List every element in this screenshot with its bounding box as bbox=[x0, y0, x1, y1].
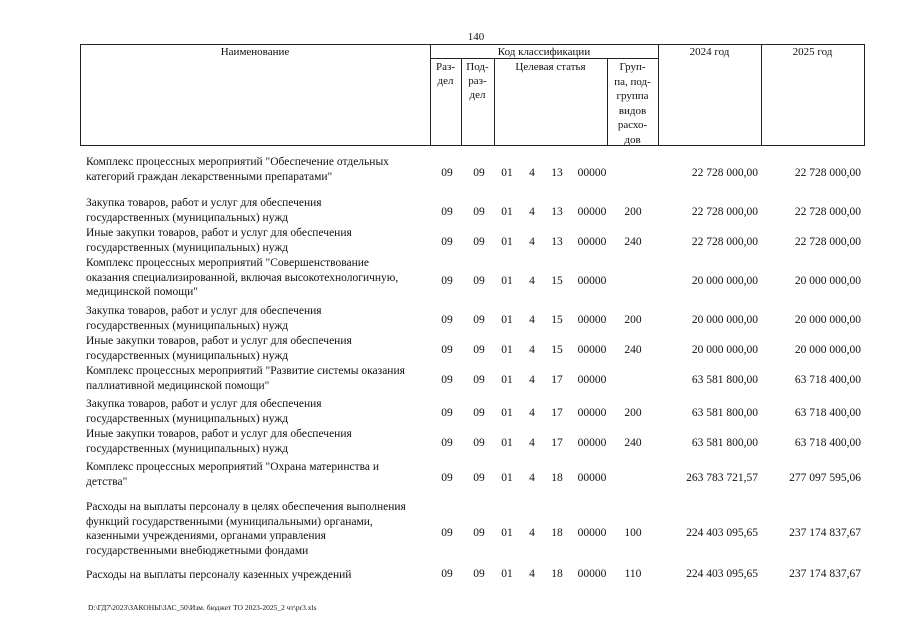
amount-2025-cell: 22 728 000,00 bbox=[794, 167, 861, 179]
target-b-cell: 4 bbox=[529, 527, 535, 539]
target-d-cell: 00000 bbox=[577, 236, 607, 248]
header-name: Наименование bbox=[220, 46, 290, 58]
target-d-cell: 00000 bbox=[577, 527, 607, 539]
target-d-cell: 00000 bbox=[577, 472, 607, 484]
target-d-cell: 00000 bbox=[577, 568, 607, 580]
row-name: Иные закупки товаров, работ и услуг для обеспечения государственных (муниципальных) нужд bbox=[86, 227, 352, 254]
target-b-cell: 4 bbox=[529, 236, 535, 248]
amount-2025-cell: 20 000 000,00 bbox=[794, 314, 861, 326]
target-b-cell: 4 bbox=[529, 374, 535, 386]
target-a-cell: 01 bbox=[501, 472, 513, 484]
expense-group-cell: 240 bbox=[624, 344, 642, 356]
target-d-cell: 00000 bbox=[577, 437, 607, 449]
table-row bbox=[0, 364, 904, 394]
target-b-cell: 4 bbox=[529, 407, 535, 419]
target-b-cell: 4 bbox=[529, 568, 535, 580]
podrazdel-cell: 09 bbox=[473, 437, 485, 449]
table-row bbox=[0, 226, 904, 256]
podrazdel-cell: 09 bbox=[473, 314, 485, 326]
target-c-cell: 17 bbox=[551, 374, 563, 386]
expense-group-cell: 240 bbox=[624, 437, 642, 449]
amount-2024-cell: 22 728 000,00 bbox=[691, 167, 758, 179]
target-b-cell: 4 bbox=[529, 206, 535, 218]
podrazdel-cell: 09 bbox=[473, 206, 485, 218]
target-b-cell: 4 bbox=[529, 275, 535, 287]
razdel-cell: 09 bbox=[441, 568, 453, 580]
target-d-cell: 00000 bbox=[577, 374, 607, 386]
row-name: Комплекс процессных мероприятий "Обеспечение отдельных категорий граждан лекарственными препаратами" bbox=[86, 156, 389, 183]
row-name: Комплекс процессных мероприятий "Охрана материнства и детства" bbox=[86, 461, 380, 488]
razdel-cell: 09 bbox=[441, 314, 453, 326]
amount-2025-cell: 277 097 595,06 bbox=[789, 472, 861, 484]
target-a-cell: 01 bbox=[501, 314, 513, 326]
table-row bbox=[0, 155, 904, 189]
target-b-cell: 4 bbox=[529, 472, 535, 484]
target-a-cell: 01 bbox=[501, 344, 513, 356]
row-name: Комплекс процессных мероприятий "Совершенствование оказания специализированной, включая высокотехнологичную, медицинской помощи" bbox=[86, 257, 399, 298]
razdel-cell: 09 bbox=[441, 167, 453, 179]
target-c-cell: 18 bbox=[551, 527, 563, 539]
amount-2025-cell: 63 718 400,00 bbox=[794, 407, 861, 419]
razdel-cell: 09 bbox=[441, 275, 453, 287]
target-b-cell: 4 bbox=[529, 344, 535, 356]
target-a-cell: 01 bbox=[501, 568, 513, 580]
target-a-cell: 01 bbox=[501, 236, 513, 248]
target-a-cell: 01 bbox=[501, 167, 513, 179]
file-path-footer: D:\ГД7\2023\ЗАКОНЫ\ЗАС_50\Изм. бюджет ТО 2023-2025_2 чт\pr3.xls bbox=[88, 603, 317, 612]
target-c-cell: 18 bbox=[551, 472, 563, 484]
header-year-2024: 2024 год bbox=[689, 46, 730, 58]
target-c-cell: 15 bbox=[551, 344, 563, 356]
expense-group-cell: 100 bbox=[624, 527, 642, 539]
target-a-cell: 01 bbox=[501, 275, 513, 287]
target-a-cell: 01 bbox=[501, 527, 513, 539]
amount-2024-cell: 22 728 000,00 bbox=[691, 206, 758, 218]
target-c-cell: 13 bbox=[551, 206, 563, 218]
target-c-cell: 18 bbox=[551, 568, 563, 580]
amount-2024-cell: 20 000 000,00 bbox=[691, 344, 758, 356]
razdel-cell: 09 bbox=[441, 344, 453, 356]
razdel-cell: 09 bbox=[441, 472, 453, 484]
header-podrazdel: Под- раз- дел bbox=[466, 61, 489, 101]
table-row bbox=[0, 397, 904, 427]
target-c-cell: 17 bbox=[551, 437, 563, 449]
target-b-cell: 4 bbox=[529, 314, 535, 326]
amount-2025-cell: 20 000 000,00 bbox=[794, 275, 861, 287]
amount-2024-cell: 63 581 800,00 bbox=[691, 374, 758, 386]
header-code-group: Код классификации bbox=[497, 46, 591, 58]
amount-2025-cell: 237 174 837,67 bbox=[789, 568, 861, 580]
podrazdel-cell: 09 bbox=[473, 167, 485, 179]
amount-2024-cell: 224 403 095,65 bbox=[686, 527, 758, 539]
target-d-cell: 00000 bbox=[577, 407, 607, 419]
podrazdel-cell: 09 bbox=[473, 527, 485, 539]
header-expense-group: Груп- па, под- группа видов расхо- дов bbox=[614, 61, 651, 146]
podrazdel-cell: 09 bbox=[473, 374, 485, 386]
expense-group-cell: 110 bbox=[624, 568, 642, 580]
amount-2024-cell: 63 581 800,00 bbox=[691, 437, 758, 449]
table-row bbox=[0, 460, 904, 494]
target-b-cell: 4 bbox=[529, 437, 535, 449]
header-year-2025: 2025 год bbox=[792, 46, 833, 58]
row-name: Комплекс процессных мероприятий "Развитие системы оказания паллиативной медицинской помощи" bbox=[86, 365, 405, 392]
amount-2025-cell: 22 728 000,00 bbox=[794, 206, 861, 218]
target-d-cell: 00000 bbox=[577, 206, 607, 218]
podrazdel-cell: 09 bbox=[473, 407, 485, 419]
amount-2024-cell: 224 403 095,65 bbox=[686, 568, 758, 580]
amount-2025-cell: 63 718 400,00 bbox=[794, 437, 861, 449]
amount-2025-cell: 22 728 000,00 bbox=[794, 236, 861, 248]
target-b-cell: 4 bbox=[529, 167, 535, 179]
header-target-article: Целевая статья bbox=[515, 61, 586, 73]
expense-group-cell: 200 bbox=[624, 206, 642, 218]
podrazdel-cell: 09 bbox=[473, 472, 485, 484]
table-row bbox=[0, 256, 904, 304]
podrazdel-cell: 09 bbox=[473, 344, 485, 356]
amount-2024-cell: 22 728 000,00 bbox=[691, 236, 758, 248]
target-a-cell: 01 bbox=[501, 374, 513, 386]
header-razdel: Раз- дел bbox=[435, 61, 455, 87]
razdel-cell: 09 bbox=[441, 374, 453, 386]
podrazdel-cell: 09 bbox=[473, 275, 485, 287]
target-c-cell: 15 bbox=[551, 275, 563, 287]
row-name: Закупка товаров, работ и услуг для обеспечения государственных (муниципальных) нужд bbox=[86, 197, 322, 224]
target-d-cell: 00000 bbox=[577, 167, 607, 179]
row-name: Закупка товаров, работ и услуг для обеспечения государственных (муниципальных) нужд bbox=[86, 398, 322, 425]
table-row bbox=[0, 427, 904, 457]
podrazdel-cell: 09 bbox=[473, 236, 485, 248]
row-name: Расходы на выплаты персоналу казенных учреждений bbox=[86, 569, 352, 581]
target-c-cell: 15 bbox=[551, 314, 563, 326]
target-a-cell: 01 bbox=[501, 407, 513, 419]
expense-group-cell: 200 bbox=[624, 314, 642, 326]
amount-2024-cell: 263 783 721,57 bbox=[686, 472, 758, 484]
amount-2024-cell: 20 000 000,00 bbox=[691, 275, 758, 287]
razdel-cell: 09 bbox=[441, 236, 453, 248]
target-d-cell: 00000 bbox=[577, 275, 607, 287]
target-d-cell: 00000 bbox=[577, 314, 607, 326]
amount-2024-cell: 63 581 800,00 bbox=[691, 407, 758, 419]
expense-group-cell: 240 bbox=[624, 236, 642, 248]
podrazdel-cell: 09 bbox=[473, 568, 485, 580]
amount-2025-cell: 20 000 000,00 bbox=[794, 344, 861, 356]
razdel-cell: 09 bbox=[441, 437, 453, 449]
amount-2025-cell: 63 718 400,00 bbox=[794, 374, 861, 386]
table-row bbox=[0, 334, 904, 364]
amount-2024-cell: 20 000 000,00 bbox=[691, 314, 758, 326]
row-name: Закупка товаров, работ и услуг для обеспечения государственных (муниципальных) нужд bbox=[86, 305, 322, 332]
row-name: Расходы на выплаты персоналу в целях обеспечения выполнения функций государственными (муниципальными) органами, казенными учреждениями, органами управления государственными внебюджетными фондами bbox=[86, 501, 406, 557]
amount-2025-cell: 237 174 837,67 bbox=[789, 527, 861, 539]
target-c-cell: 17 bbox=[551, 407, 563, 419]
row-name: Иные закупки товаров, работ и услуг для обеспечения государственных (муниципальных) нужд bbox=[86, 335, 352, 362]
row-name: Иные закупки товаров, работ и услуг для обеспечения государственных (муниципальных) нужд bbox=[86, 428, 352, 455]
target-c-cell: 13 bbox=[551, 167, 563, 179]
target-a-cell: 01 bbox=[501, 437, 513, 449]
razdel-cell: 09 bbox=[441, 407, 453, 419]
page-number: 140 bbox=[467, 31, 485, 43]
expense-group-cell: 200 bbox=[624, 407, 642, 419]
razdel-cell: 09 bbox=[441, 206, 453, 218]
razdel-cell: 09 bbox=[441, 527, 453, 539]
table-row bbox=[0, 568, 904, 588]
target-c-cell: 13 bbox=[551, 236, 563, 248]
target-d-cell: 00000 bbox=[577, 344, 607, 356]
table-row bbox=[0, 196, 904, 226]
table-row bbox=[0, 500, 904, 564]
target-a-cell: 01 bbox=[501, 206, 513, 218]
table-row bbox=[0, 304, 904, 334]
